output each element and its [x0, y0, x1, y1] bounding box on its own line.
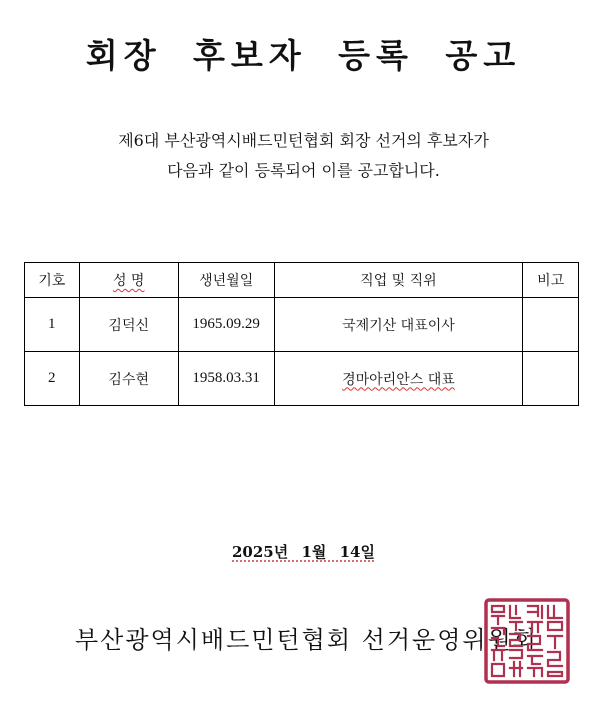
candidate-birthdate: 1965.09.29: [178, 298, 274, 352]
candidate-remarks: [523, 352, 579, 406]
intro-paragraph: [0, 126, 607, 186]
intro-line-1: 제6대 부산광역시배드민턴협회 회장 선거의 후보자가: [118, 131, 489, 150]
header-name-label: 성 명: [112, 273, 145, 289]
header-name: [79, 263, 178, 298]
table-row: [25, 298, 579, 352]
official-seal-stamp: [484, 598, 570, 684]
candidate-name: 김수현: [79, 352, 178, 406]
candidate-name: 김덕신: [79, 298, 178, 352]
candidate-occupation: [274, 352, 523, 406]
candidate-remarks: [523, 298, 579, 352]
notice-date-text: 2025년 1월 14일: [232, 543, 375, 561]
organization-name: 부산광역시배드민턴협회 선거운영위원회: [75, 626, 538, 654]
intro-line-2: 다음과 같이 등록되어 이를 공고합니다.: [167, 161, 440, 180]
table-row: [25, 352, 579, 406]
candidate-number: 2: [25, 352, 80, 406]
header-remarks: 비고: [523, 263, 579, 298]
candidate-occupation-label: 경마아리안스 대표: [342, 371, 455, 388]
candidate-occupation: 국제기산 대표이사: [274, 298, 523, 352]
header-birthdate: 생년월일: [178, 263, 274, 298]
candidate-table: [24, 262, 579, 406]
header-occupation: 직업 및 직위: [274, 263, 523, 298]
notice-title: 회장 후보자 등록 공고: [85, 36, 522, 75]
table-header-row: [25, 263, 579, 298]
candidate-birthdate: 1958.03.31: [178, 352, 274, 406]
candidate-number: 1: [25, 298, 80, 352]
header-number: 기호: [25, 263, 80, 298]
notice-date: [0, 541, 607, 562]
